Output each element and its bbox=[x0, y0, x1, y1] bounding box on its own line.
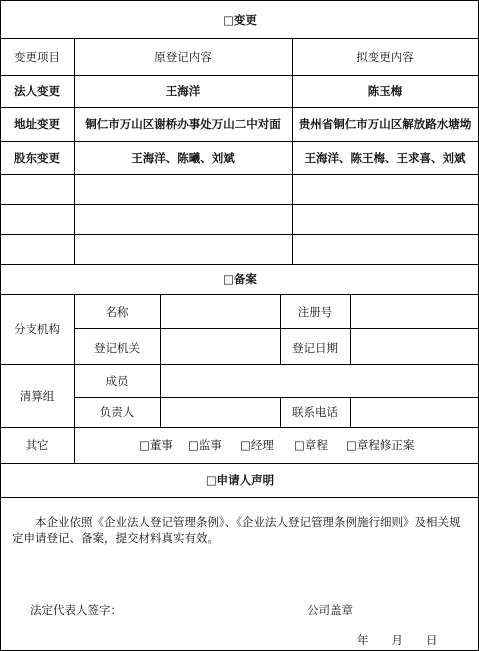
checkbox-supervisor[interactable]: □监事 bbox=[188, 438, 222, 452]
header-proposed: 拟变更内容 bbox=[356, 50, 414, 64]
header-original: 原登记内容 bbox=[154, 50, 212, 64]
header-change-item: 变更项目 bbox=[14, 50, 60, 64]
section-change-title: □变更 bbox=[223, 13, 257, 27]
row-original-address: 铜仁市万山区谢桥办事处万山二中对面 bbox=[85, 117, 281, 131]
row-proposed-shareholders: 王海洋、陈王梅、王求喜、刘斌 bbox=[304, 151, 466, 165]
signature-label: 法定代表人签字： bbox=[30, 603, 122, 617]
label-branch-name: 名称 bbox=[105, 305, 129, 319]
row-proposed-address: 贵州省铜仁市万山区解放路水塘坳 bbox=[298, 117, 472, 131]
checkbox-articles[interactable]: □章程 bbox=[294, 438, 328, 452]
border-left bbox=[0, 0, 1, 651]
section-filing-title: □备案 bbox=[223, 272, 257, 286]
label-liquidation: 清算组 bbox=[19, 389, 55, 403]
label-branch: 分支机构 bbox=[14, 322, 60, 336]
label-leader: 负责人 bbox=[99, 405, 135, 419]
checkbox-manager[interactable]: □经理 bbox=[240, 438, 274, 452]
label-reg-authority: 登记机关 bbox=[94, 341, 140, 355]
label-other: 其它 bbox=[25, 438, 49, 452]
seal-label: 公司盖章 bbox=[307, 603, 353, 617]
row-original-legal-person: 王海洋 bbox=[165, 84, 201, 98]
row-proposed-legal-person: 陈玉梅 bbox=[367, 84, 403, 98]
label-phone: 联系电话 bbox=[292, 405, 338, 419]
row-item-address: 地址变更 bbox=[14, 117, 60, 131]
label-members: 成员 bbox=[105, 374, 129, 388]
date-label: 年 月 日 bbox=[357, 633, 438, 647]
checkbox-articles-amendment[interactable]: □章程修正案 bbox=[346, 438, 415, 452]
declaration-text: 本企业依照《企业法人登记管理条例》、《企业法人登记管理条例施行细则》及相关规定申请登记、备案，提交材料真实有效。 bbox=[12, 515, 461, 545]
row-item-legal-person: 法人变更 bbox=[14, 84, 60, 98]
border-top bbox=[0, 0, 479, 1]
section-declaration-title: □申请人声明 bbox=[205, 473, 275, 487]
label-reg-no: 注册号 bbox=[297, 305, 333, 319]
checkbox-director[interactable]: □董事 bbox=[139, 438, 173, 452]
row-item-shareholders: 股东变更 bbox=[14, 151, 60, 165]
label-reg-date: 登记日期 bbox=[292, 341, 338, 355]
row-original-shareholders: 王海洋、陈曦、刘斌 bbox=[131, 151, 235, 165]
